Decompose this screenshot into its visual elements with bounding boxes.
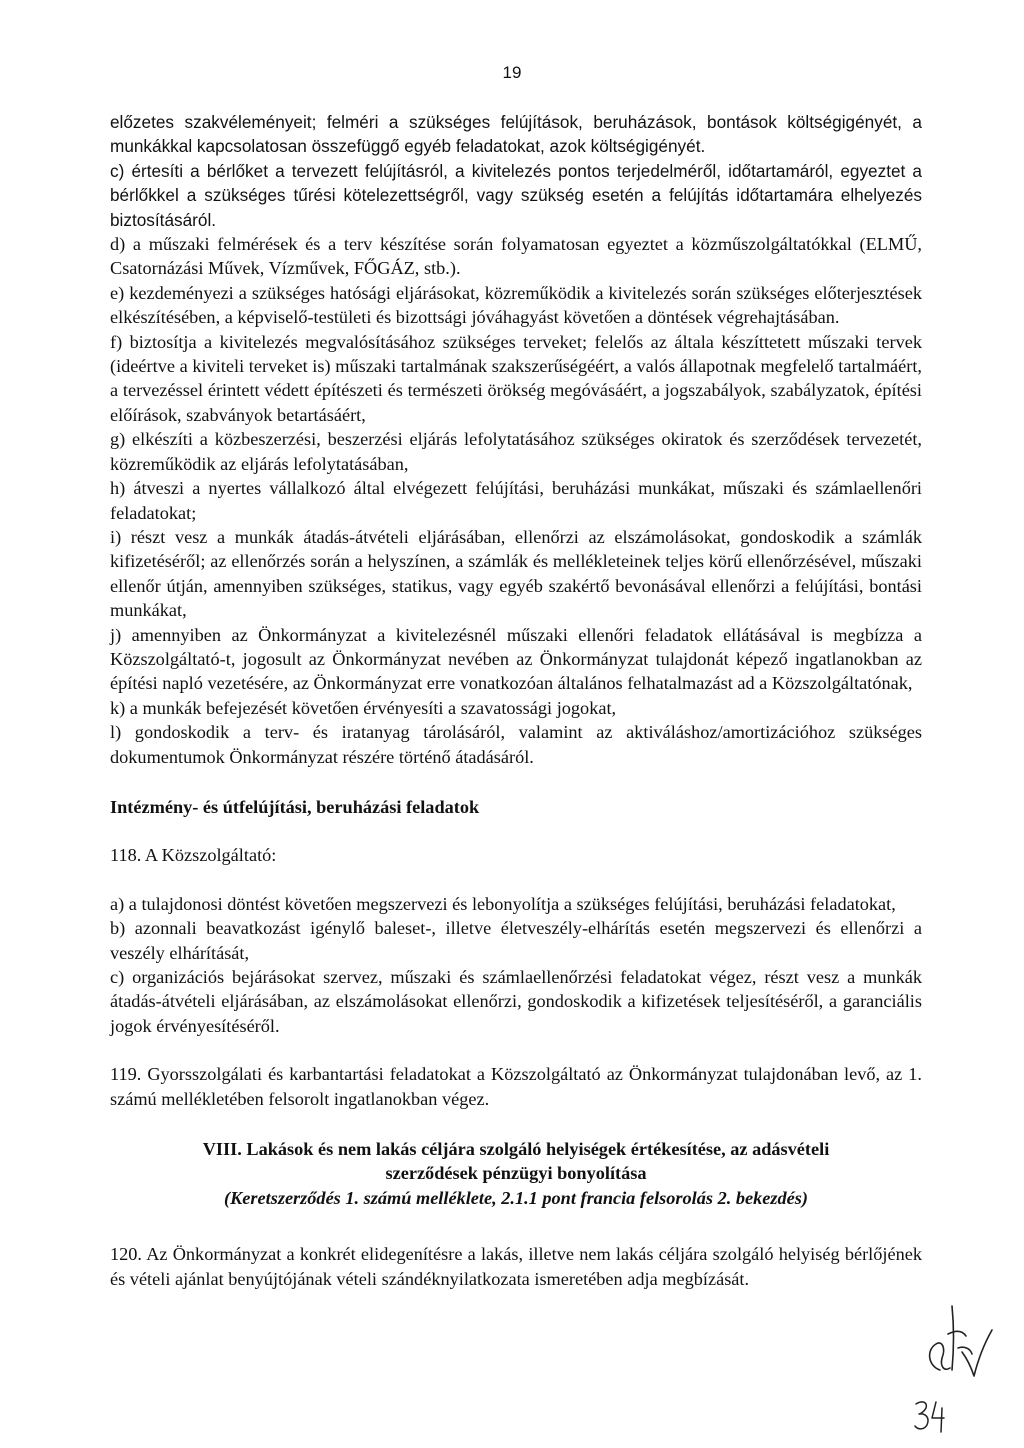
chapter-title-line-1: VIII. Lakások és nem lakás céljára szolgáló helyiségek értékesítése, az adásvételi [202, 1139, 830, 1160]
paragraph-item-d: d) a műszaki felmérések és a terv készítése során folyamatosan egyeztet a közműszolgáltatókkal (ELMŰ, Csatornázási Művek, Vízművek, FŐGÁZ, stb.). [110, 234, 922, 279]
paragraph-item-e: e) kezdeményezi a szükséges hatósági eljárásokat, közreműködik a kivitelezés során szükséges előterjesztések elkészítésében, a képviselő-testületi és bizottsági jóváhagyást követően a döntések végrehajtásában. [110, 282, 922, 328]
paragraph-continuation: előzetes szakvéleményeit; felméri a szükséges felújítások, beruházások, bontások költségigényét, a munkákkal kapcsolatosan összefüggő egyéb feladatokat, azok költségigényét. [110, 112, 922, 157]
chapter-title-line-2: szerződések pénzügyi bonyolítása [385, 1163, 647, 1184]
paragraph-item-f: f) biztosítja a kivitelezés megvalósításához szükséges terveket; felelős az általa készíttetett műszaki tervek (ideértve a kiviteli terveket is) műszaki tartalmának szakszerűségéért, a valós állapotnak megfelelő tartalmáért, a tervezéssel érintett védett építészeti és természeti örökség megóvásáért, a jogszabályok, szabályzatok, építési előírások, szabványok betartásáért, [110, 331, 922, 425]
paragraph-item-c: c) értesíti a bérlőket a tervezett felújításról, a kivitelezés pontos terjedelméről, időtartamáról, egyeztet a bérlőkkel a szükséges tűrési kötelezettségről, vagy szükség esetén a felújítás időtartamára elhelyezés biztosításáról. [110, 160, 922, 230]
section-118-item-b: b) azonnali beavatkozást igénylő baleset-, illetve életveszély-elhárítás esetén megszervezi és ellenőrzi a veszély elhárítását, [110, 918, 922, 963]
page-number: 19 [502, 63, 522, 82]
paragraph-item-g: g) elkészíti a közbeszerzési, beszerzési eljárás lefolytatásához szükséges okiratok és szerződések tervezetét, közreműködik az eljárás lefolytatásában, [110, 429, 922, 474]
paragraph-item-k: k) a munkák befejezését követően érvényesíti a szavatossági jogokat, [110, 697, 617, 718]
handwritten-page-mark [912, 1398, 952, 1434]
paragraph-item-h: h) átveszi a nyertes vállalkozó által elvégezett felújítási, beruházási munkákat, műszaki és számlaellenőri feladatokat; [110, 478, 922, 523]
document-body [110, 110, 922, 1291]
section-118-intro: 118. A Közszolgáltató: [110, 845, 277, 866]
paragraph-item-i: i) részt vesz a munkák átadás-átvételi eljárásában, ellenőrzi az elszámolásokat, gondoskodik a számlák kifizetéséről; az ellenőrzés során a helyszínen, a számlák és mellékleteinek teljes körű ellenőrzésével, műszaki ellenőr útján, amennyiben szükséges, statikus, vagy egyéb szakértő bevonásával ellenőrzi a felújítási, bontási munkákat, [110, 526, 922, 621]
paragraph-item-j: j) amennyiben az Önkormányzat a kivitelezésnél műszaki ellenőri feladatok ellátásával is megbízza a Közszolgáltató-t, jogosult az Önkormányzat nevében az Önkormányzat tulajdonát képező ingatlanokban az építési napló vezetésére, az Önkormányzat erre vonatkozóan általános felhatalmazást ad a Közszolgáltatónak, [110, 624, 922, 694]
chapter-reference: (Keretszerződés 1. számú melléklete, 2.1.1 pont francia felsorolás 2. bekezdés) [224, 1187, 808, 1208]
section-118-item-c: c) organizációs bejárásokat szervez, műszaki és számlaellenőrzési feladatokat végez, részt vesz a munkák átadás-átvételi eljárásában, az elszámolásokat ellenőrzi, gondoskodik a kifizetések teljesítéséről, a garanciális jogok érvényesítéséről. [110, 967, 922, 1036]
handwritten-signature [918, 1300, 998, 1390]
paragraph-item-l: l) gondoskodik a terv- és iratanyag tárolásáról, valamint az aktiváláshoz/amortizációhoz szükséges dokumentumok Önkormányzat részére történő átadásáról. [110, 722, 922, 767]
section-119: 119. Gyorsszolgálati és karbantartási feladatokat a Közszolgáltató az Önkormányzat tulajdonában levő, az 1. számú mellékletében felsorolt ingatlanokban végez. [110, 1064, 922, 1109]
section-120: 120. Az Önkormányzat a konkrét elidegenítésre a lakás, illetve nem lakás céljára szolgáló helyiség bérlőjének és vételi ajánlat benyújtójának vételi szándéknyilatkozata ismeretében adja megbízását. [110, 1244, 922, 1289]
section-118-item-a: a) a tulajdonosi döntést követően megszervezi és lebonyolítja a szükséges felújítási, beruházási feladatokat, [110, 893, 896, 914]
section-heading: Intézmény- és útfelújítási, beruházási feladatok [110, 796, 480, 817]
